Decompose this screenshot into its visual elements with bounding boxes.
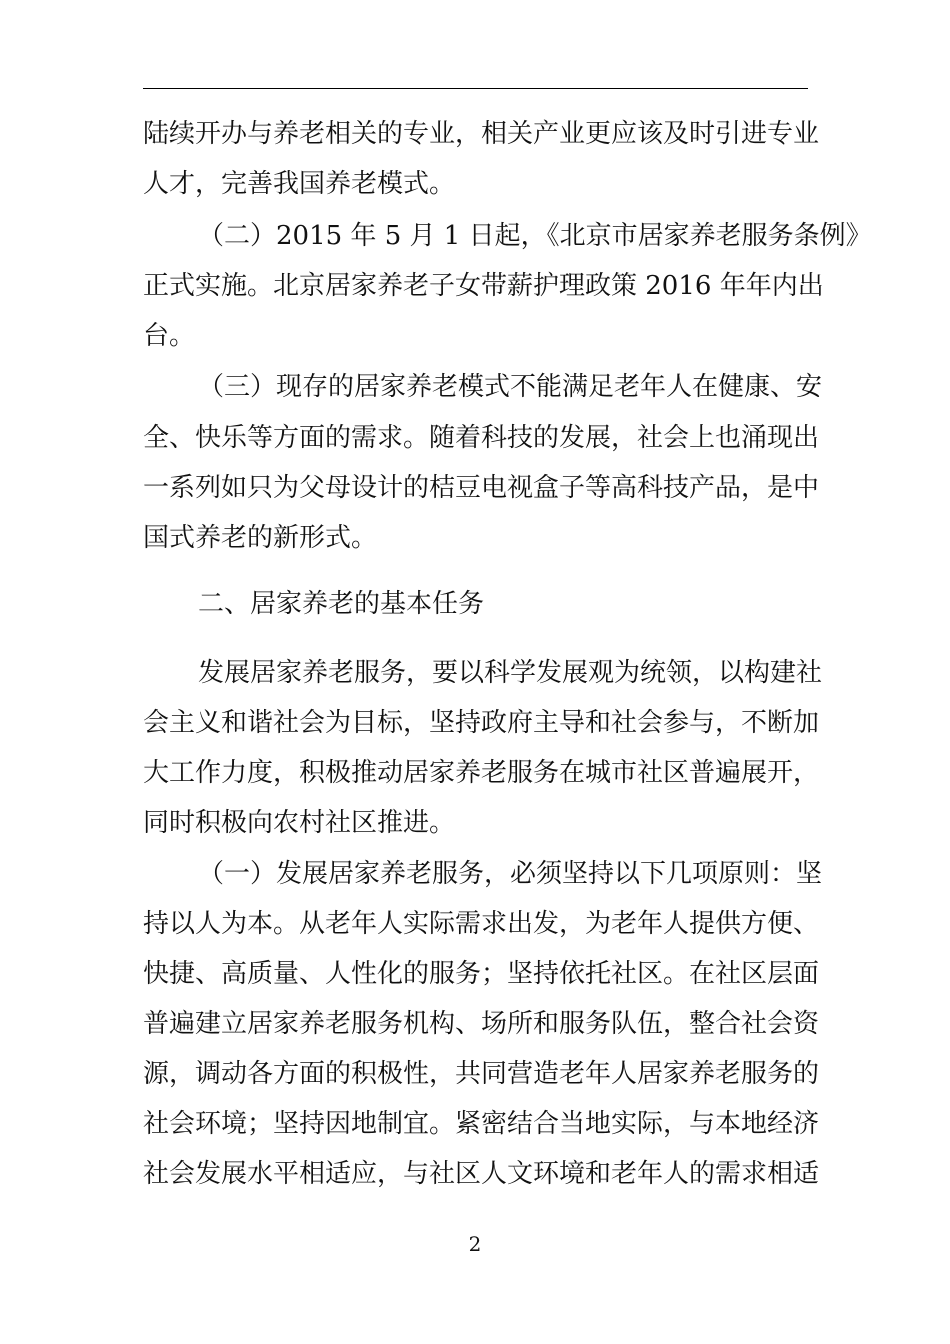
text-line: 源，调动各方面的积极性，共同营造老年人居家养老服务的 <box>143 1059 820 1089</box>
text-line: 大工作力度，积极推动居家养老服务在城市社区普遍展开， <box>143 758 820 788</box>
section-heading: 二、居家养老的基本任务 <box>198 589 485 619</box>
text-line: 台。 <box>143 321 196 351</box>
text-line: （一）发展居家养老服务，必须坚持以下几项原则：坚 <box>198 859 823 889</box>
text-line: 会主义和谐社会为目标，坚持政府主导和社会参与，不断加 <box>143 708 820 738</box>
text-line: （三）现存的居家养老模式不能满足老年人在健康、安 <box>198 372 823 402</box>
text-line: 快捷、高质量、人性化的服务；坚持依托社区。在社区层面 <box>143 959 820 989</box>
text-line: 社会发展水平相适应，与社区人文环境和老年人的需求相适 <box>143 1159 820 1189</box>
text-line: 人才，完善我国养老模式。 <box>143 169 456 199</box>
text-line: 社会环境；坚持因地制宜。紧密结合当地实际，与本地经济 <box>143 1109 820 1139</box>
text-line: 持以人为本。从老年人实际需求出发，为老年人提供方便、 <box>143 909 820 939</box>
text-line: （二）2015 年 5 月 1 日起，《北京市居家养老服务条例》 <box>198 221 872 251</box>
text-line: 一系列如只为父母设计的桔豆电视盒子等高科技产品，是中 <box>143 473 820 503</box>
text-line: 发展居家养老服务，要以科学发展观为统领，以构建社 <box>198 658 823 688</box>
page-number: 2 <box>468 1232 482 1256</box>
header-rule <box>143 88 808 89</box>
text-line: 普遍建立居家养老服务机构、场所和服务队伍，整合社会资 <box>143 1009 820 1039</box>
text-line: 正式实施。北京居家养老子女带薪护理政策 2016 年年内出 <box>143 271 824 301</box>
text-line: 同时积极向农村社区推进。 <box>143 808 456 838</box>
text-line: 国式养老的新形式。 <box>143 523 378 553</box>
text-line: 陆续开办与养老相关的专业，相关产业更应该及时引进专业 <box>143 119 820 149</box>
text-line: 全、快乐等方面的需求。随着科技的发展，社会上也涌现出 <box>143 423 820 453</box>
